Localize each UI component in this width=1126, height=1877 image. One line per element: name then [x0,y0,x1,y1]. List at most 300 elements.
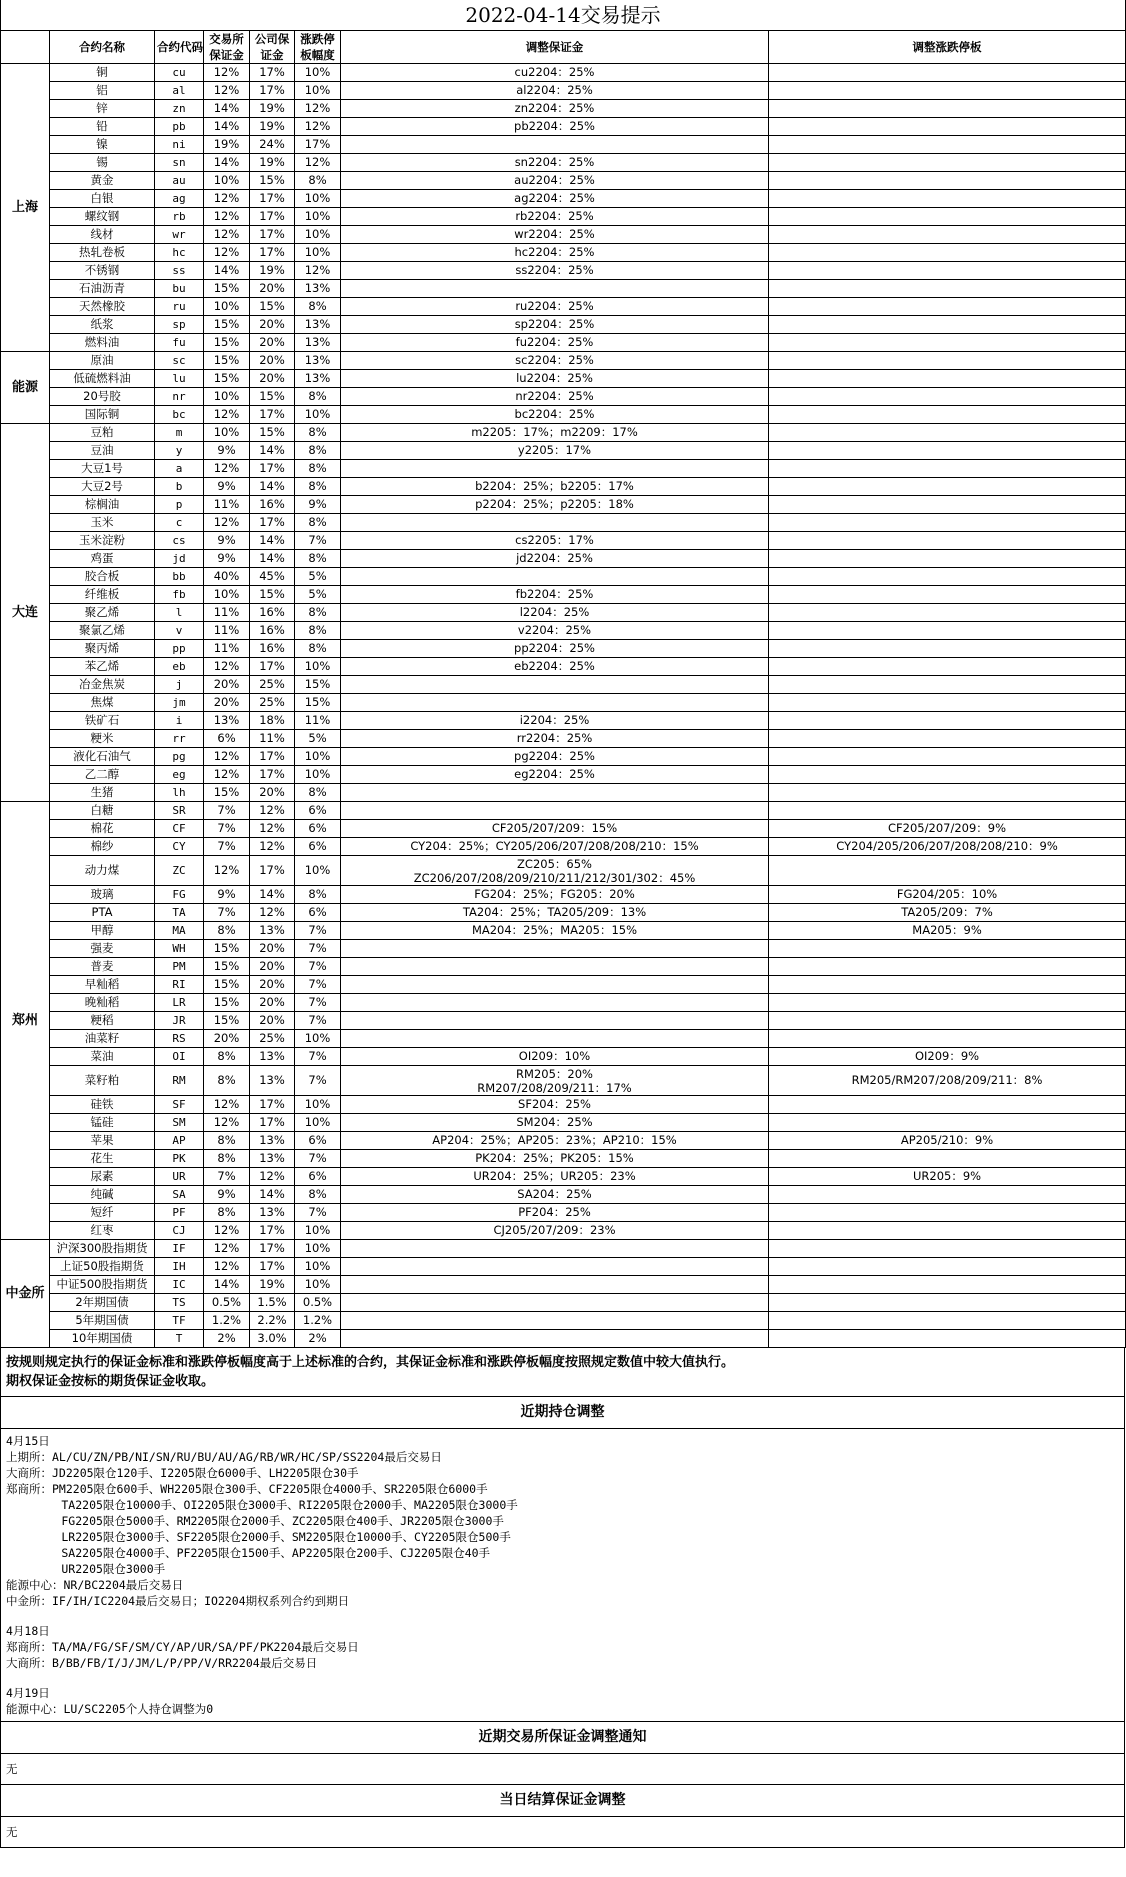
page-title: 2022-04-14交易提示 [1,0,1126,31]
col-adjust-margin-header: 调整保证金 [341,31,769,64]
contract-name: 焦煤 [50,694,155,712]
contract-code: UR [155,1168,204,1186]
contract-name: 纯碱 [50,1186,155,1204]
company-margin: 11% [250,730,295,748]
position-section-body [0,1429,1125,1722]
adjust-margin: PK204：25%；PK205：15% [341,1150,769,1168]
company-margin: 19% [250,1276,295,1294]
adjust-limit: RM205/RM207/208/209/211：8% [769,1066,1126,1096]
company-margin: 20% [250,958,295,976]
adjust-margin [341,1294,769,1312]
contract-name: 早籼稻 [50,976,155,994]
table-row [1,388,1126,406]
contract-name: 20号胶 [50,388,155,406]
company-margin: 20% [250,994,295,1012]
table-row [1,64,1126,82]
position-line: 大商所：B/BB/FB/I/J/JM/L/P/PP/V/RR2204最后交易日 [6,1656,318,1670]
adjust-margin: ss2204：25% [341,262,769,280]
company-margin: 13% [250,1048,295,1066]
contract-name: 晚籼稻 [50,994,155,1012]
contract-name: 螺纹钢 [50,208,155,226]
limit-range: 8% [295,460,341,478]
exchange-margin: 14% [204,154,250,172]
company-margin: 14% [250,478,295,496]
exchange-margin: 12% [204,856,250,886]
limit-range: 5% [295,586,341,604]
table-row [1,496,1126,514]
adjust-limit [769,280,1126,298]
adjust-margin: SA204：25% [341,1186,769,1204]
contract-name: 国际铜 [50,406,155,424]
company-margin: 12% [250,802,295,820]
exchange-margin: 11% [204,622,250,640]
adjust-margin: CJ205/207/209：23% [341,1222,769,1240]
table-row [1,1168,1126,1186]
adjust-limit [769,1222,1126,1240]
contract-code: SR [155,802,204,820]
contract-code: jm [155,694,204,712]
adjust-margin [341,1330,769,1348]
table-row [1,802,1126,820]
contract-name: 油菜籽 [50,1030,155,1048]
adjust-limit [769,172,1126,190]
limit-range: 10% [295,1222,341,1240]
contract-name: 生猪 [50,784,155,802]
exchange-margin: 15% [204,976,250,994]
exchange-margin: 8% [204,1066,250,1096]
table-row [1,244,1126,262]
contract-code: SM [155,1114,204,1132]
limit-range: 7% [295,1012,341,1030]
table-row [1,370,1126,388]
limit-range: 13% [295,370,341,388]
contract-name: 胶合板 [50,568,155,586]
adjust-margin: RM205：20% RM207/208/209/211：17% [341,1066,769,1096]
settlement-body: 无 [0,1817,1125,1848]
table-row [1,1048,1126,1066]
contract-code: wr [155,226,204,244]
exchange-margin: 9% [204,550,250,568]
adjust-limit [769,532,1126,550]
company-margin: 17% [250,1222,295,1240]
company-margin: 17% [250,406,295,424]
adjust-limit [769,316,1126,334]
exchange-margin: 12% [204,1240,250,1258]
adjust-limit [769,226,1126,244]
adjust-limit [769,298,1126,316]
contract-name: 石油沥青 [50,280,155,298]
company-margin: 17% [250,514,295,532]
limit-range: 10% [295,658,341,676]
contract-code: hc [155,244,204,262]
position-line [6,1609,1119,1623]
adjust-margin: jd2204：25% [341,550,769,568]
limit-range: 10% [295,1258,341,1276]
position-line: 4月18日 [6,1624,50,1638]
limit-range: 2% [295,1330,341,1348]
limit-range: 8% [295,640,341,658]
contract-name: 动力煤 [50,856,155,886]
exchange-margin: 10% [204,298,250,316]
exchange-notice-title: 近期交易所保证金调整通知 [0,1722,1125,1754]
contract-name: 冶金焦炭 [50,676,155,694]
contract-name: 短纤 [50,1204,155,1222]
col-exchange-margin-header: 交易所保证金 [204,31,250,64]
limit-range: 7% [295,994,341,1012]
contract-code: SA [155,1186,204,1204]
contract-code: lu [155,370,204,388]
company-margin: 24% [250,136,295,154]
contract-code: cu [155,64,204,82]
contract-name: 纸浆 [50,316,155,334]
company-margin: 19% [250,262,295,280]
limit-range: 13% [295,316,341,334]
contract-name: PTA [50,904,155,922]
adjust-margin: fu2204：25% [341,334,769,352]
table-row [1,1114,1126,1132]
table-row [1,640,1126,658]
company-margin: 15% [250,586,295,604]
adjust-limit: OI209：9% [769,1048,1126,1066]
exchange-margin: 14% [204,100,250,118]
company-margin: 16% [250,640,295,658]
position-line: 能源中心：NR/BC2204最后交易日 [6,1578,184,1592]
table-row [1,406,1126,424]
exchange-margin: 12% [204,766,250,784]
contract-code: RI [155,976,204,994]
table-row [1,1096,1126,1114]
exchange-margin: 11% [204,640,250,658]
contract-name: 粳米 [50,730,155,748]
contract-code: c [155,514,204,532]
adjust-margin: sn2204：25% [341,154,769,172]
exchange-margin: 20% [204,1030,250,1048]
contract-name: 棉花 [50,820,155,838]
adjust-limit [769,82,1126,100]
company-margin: 12% [250,838,295,856]
company-margin: 13% [250,922,295,940]
company-margin: 17% [250,82,295,100]
contract-code: CY [155,838,204,856]
col-name-header: 合约名称 [50,31,155,64]
adjust-margin [341,676,769,694]
limit-range: 10% [295,226,341,244]
adjust-margin [341,784,769,802]
exchange-margin: 12% [204,190,250,208]
adjust-limit [769,514,1126,532]
contract-code: PF [155,1204,204,1222]
contract-name: 硅铁 [50,1096,155,1114]
adjust-limit [769,1186,1126,1204]
contract-code: j [155,676,204,694]
exchange-margin: 12% [204,82,250,100]
contract-code: TA [155,904,204,922]
contract-code: pp [155,640,204,658]
adjust-limit: AP205/210：9% [769,1132,1126,1150]
position-line: 4月15日 [6,1434,50,1448]
contract-name: 镍 [50,136,155,154]
contract-name: 菜油 [50,1048,155,1066]
limit-range: 13% [295,334,341,352]
contract-name: 甲醇 [50,922,155,940]
exchange-margin: 12% [204,1096,250,1114]
company-margin: 13% [250,1132,295,1150]
table-row [1,532,1126,550]
exchange-margin: 15% [204,352,250,370]
adjust-limit [769,1096,1126,1114]
company-margin: 17% [250,460,295,478]
limit-range: 8% [295,388,341,406]
contract-code: ni [155,136,204,154]
exchange-margin: 0.5% [204,1294,250,1312]
exchange-margin: 9% [204,442,250,460]
adjust-limit [769,856,1126,886]
table-row [1,424,1126,442]
contract-name: 玉米淀粉 [50,532,155,550]
company-margin: 12% [250,1168,295,1186]
adjust-margin: CY204：25%；CY205/206/207/208/208/210：15% [341,838,769,856]
company-margin: 1.5% [250,1294,295,1312]
contract-name: 白银 [50,190,155,208]
adjust-limit [769,208,1126,226]
limit-range: 10% [295,208,341,226]
adjust-limit [769,388,1126,406]
table-row [1,262,1126,280]
contract-code: RM [155,1066,204,1096]
limit-range: 8% [295,886,341,904]
exchange-margin: 8% [204,1132,250,1150]
adjust-margin: pp2204：25% [341,640,769,658]
contract-code: ZC [155,856,204,886]
table-row [1,334,1126,352]
limit-range: 6% [295,1132,341,1150]
company-margin: 17% [250,766,295,784]
position-line: 大商所：JD2205限仓120手、I2205限仓6000手、LH2205限仓30手 [6,1466,359,1480]
position-line: SA2205限仓4000手、PF2205限仓1500手、AP2205限仓200手、CJ2205限仓40手 [6,1546,491,1560]
position-line: FG2205限仓5000手、RM2205限仓2000手、ZC2205限仓400手、JR2205限仓3000手 [6,1514,504,1528]
contract-code: JR [155,1012,204,1030]
adjust-limit [769,154,1126,172]
position-line: 郑商所：TA/MA/FG/SF/SM/CY/AP/UR/SA/PF/PK2204最后交易日 [6,1640,359,1654]
position-line: 4月19日 [6,1686,50,1700]
exchange-margin: 7% [204,820,250,838]
table-row [1,190,1126,208]
table-row [1,442,1126,460]
table-row [1,1186,1126,1204]
exchange-margin: 12% [204,226,250,244]
contract-code: fu [155,334,204,352]
contract-code: MA [155,922,204,940]
position-section-title: 近期持仓调整 [0,1397,1125,1429]
note-line: 按规则规定执行的保证金标准和涨跌停板幅度高于上述标准的合约，其保证金标准和涨跌停板幅度按照规定数值中较大值执行。 [6,1355,735,1370]
exchange-margin: 12% [204,514,250,532]
limit-range: 8% [295,478,341,496]
contract-code: PM [155,958,204,976]
table-row [1,976,1126,994]
exchange-margin: 12% [204,1114,250,1132]
adjust-limit [769,940,1126,958]
contract-code: AP [155,1132,204,1150]
company-margin: 17% [250,64,295,82]
exchange-margin: 7% [204,802,250,820]
notes-block [0,1348,1125,1397]
adjust-margin: m2205：17%；m2209：17% [341,424,769,442]
limit-range: 8% [295,1186,341,1204]
contract-name: 玻璃 [50,886,155,904]
adjust-limit [769,1276,1126,1294]
adjust-margin: rb2204：25% [341,208,769,226]
contract-name: 聚丙烯 [50,640,155,658]
table-row [1,904,1126,922]
limit-range: 8% [295,784,341,802]
position-line: 能源中心：LU/SC2205个人持仓调整为0 [6,1702,214,1716]
exchange-margin: 14% [204,1276,250,1294]
company-margin: 14% [250,550,295,568]
contract-name: 红枣 [50,1222,155,1240]
table-row [1,1150,1126,1168]
position-line [6,1671,1119,1685]
adjust-limit [769,748,1126,766]
table-row [1,1066,1126,1096]
limit-range: 9% [295,496,341,514]
adjust-margin [341,1030,769,1048]
adjust-margin: CF205/207/209：15% [341,820,769,838]
adjust-limit [769,460,1126,478]
contract-name: 大豆1号 [50,460,155,478]
adjust-margin: ag2204：25% [341,190,769,208]
exchange-notice-body: 无 [0,1754,1125,1785]
adjust-limit [769,784,1126,802]
contract-name: 不锈钢 [50,262,155,280]
limit-range: 7% [295,976,341,994]
adjust-limit [769,64,1126,82]
table-row [1,100,1126,118]
adjust-margin [341,976,769,994]
contract-code: CJ [155,1222,204,1240]
contract-code: l [155,604,204,622]
adjust-limit [769,1312,1126,1330]
adjust-margin [341,1012,769,1030]
contract-code: OI [155,1048,204,1066]
contract-name: 铝 [50,82,155,100]
adjust-margin: UR204：25%；UR205：23% [341,1168,769,1186]
exchange-margin: 19% [204,136,250,154]
adjust-margin [341,460,769,478]
limit-range: 7% [295,940,341,958]
exchange-margin: 1.2% [204,1312,250,1330]
limit-range: 5% [295,568,341,586]
company-margin: 17% [250,856,295,886]
exchange-margin: 12% [204,658,250,676]
contract-code: jd [155,550,204,568]
exchange-margin: 12% [204,64,250,82]
limit-range: 10% [295,1114,341,1132]
contract-name: 低硫燃料油 [50,370,155,388]
adjust-limit: FG204/205：10% [769,886,1126,904]
contract-code: SF [155,1096,204,1114]
adjust-margin: fb2204：25% [341,586,769,604]
adjust-limit [769,406,1126,424]
company-margin: 17% [250,1096,295,1114]
company-margin: 19% [250,100,295,118]
exchange-label: 中金所 [1,1240,50,1348]
limit-range: 13% [295,280,341,298]
table-row [1,730,1126,748]
company-margin: 20% [250,976,295,994]
contract-code: ru [155,298,204,316]
exchange-margin: 10% [204,172,250,190]
company-margin: 25% [250,676,295,694]
contract-name: 粳稻 [50,1012,155,1030]
col-company-margin-header: 公司保证金 [250,31,295,64]
company-margin: 2.2% [250,1312,295,1330]
contract-code: FG [155,886,204,904]
table-row [1,922,1126,940]
col-limit-header: 涨跌停板幅度 [295,31,341,64]
company-margin: 17% [250,190,295,208]
contract-code: pb [155,118,204,136]
position-line: 郑商所：PM2205限仓600手、WH2205限仓300手、CF2205限仓4000手、SR2205限仓6000手 [6,1482,488,1496]
contract-code: sn [155,154,204,172]
contract-name: 锡 [50,154,155,172]
table-row [1,550,1126,568]
contract-name: 聚氯乙烯 [50,622,155,640]
adjust-margin: OI209：10% [341,1048,769,1066]
adjust-margin: sp2204：25% [341,316,769,334]
limit-range: 7% [295,532,341,550]
contract-name: 白糖 [50,802,155,820]
limit-range: 5% [295,730,341,748]
company-margin: 20% [250,1012,295,1030]
contract-code: rr [155,730,204,748]
adjust-limit [769,568,1126,586]
adjust-margin: p2204：25%；p2205：18% [341,496,769,514]
exchange-margin: 6% [204,730,250,748]
adjust-limit: MA205：9% [769,922,1126,940]
adjust-margin: MA204：25%；MA205：15% [341,922,769,940]
adjust-limit: CY204/205/206/207/208/208/210：9% [769,838,1126,856]
adjust-margin [341,958,769,976]
exchange-margin: 9% [204,532,250,550]
contract-code: T [155,1330,204,1348]
adjust-margin: y2205：17% [341,442,769,460]
adjust-margin [341,940,769,958]
adjust-limit [769,334,1126,352]
table-row [1,1132,1126,1150]
contract-code: v [155,622,204,640]
exchange-margin: 10% [204,424,250,442]
contract-name: 燃料油 [50,334,155,352]
company-margin: 17% [250,748,295,766]
limit-range: 8% [295,604,341,622]
company-margin: 14% [250,886,295,904]
table-row [1,514,1126,532]
company-margin: 25% [250,1030,295,1048]
table-row [1,856,1126,886]
adjust-limit [769,1294,1126,1312]
adjust-limit [769,100,1126,118]
adjust-limit [769,676,1126,694]
contract-name: 线材 [50,226,155,244]
limit-range: 13% [295,352,341,370]
contract-code: bc [155,406,204,424]
exchange-margin: 7% [204,904,250,922]
exchange-margin: 9% [204,478,250,496]
limit-range: 10% [295,766,341,784]
adjust-limit [769,478,1126,496]
limit-range: 10% [295,1276,341,1294]
table-row [1,1312,1126,1330]
